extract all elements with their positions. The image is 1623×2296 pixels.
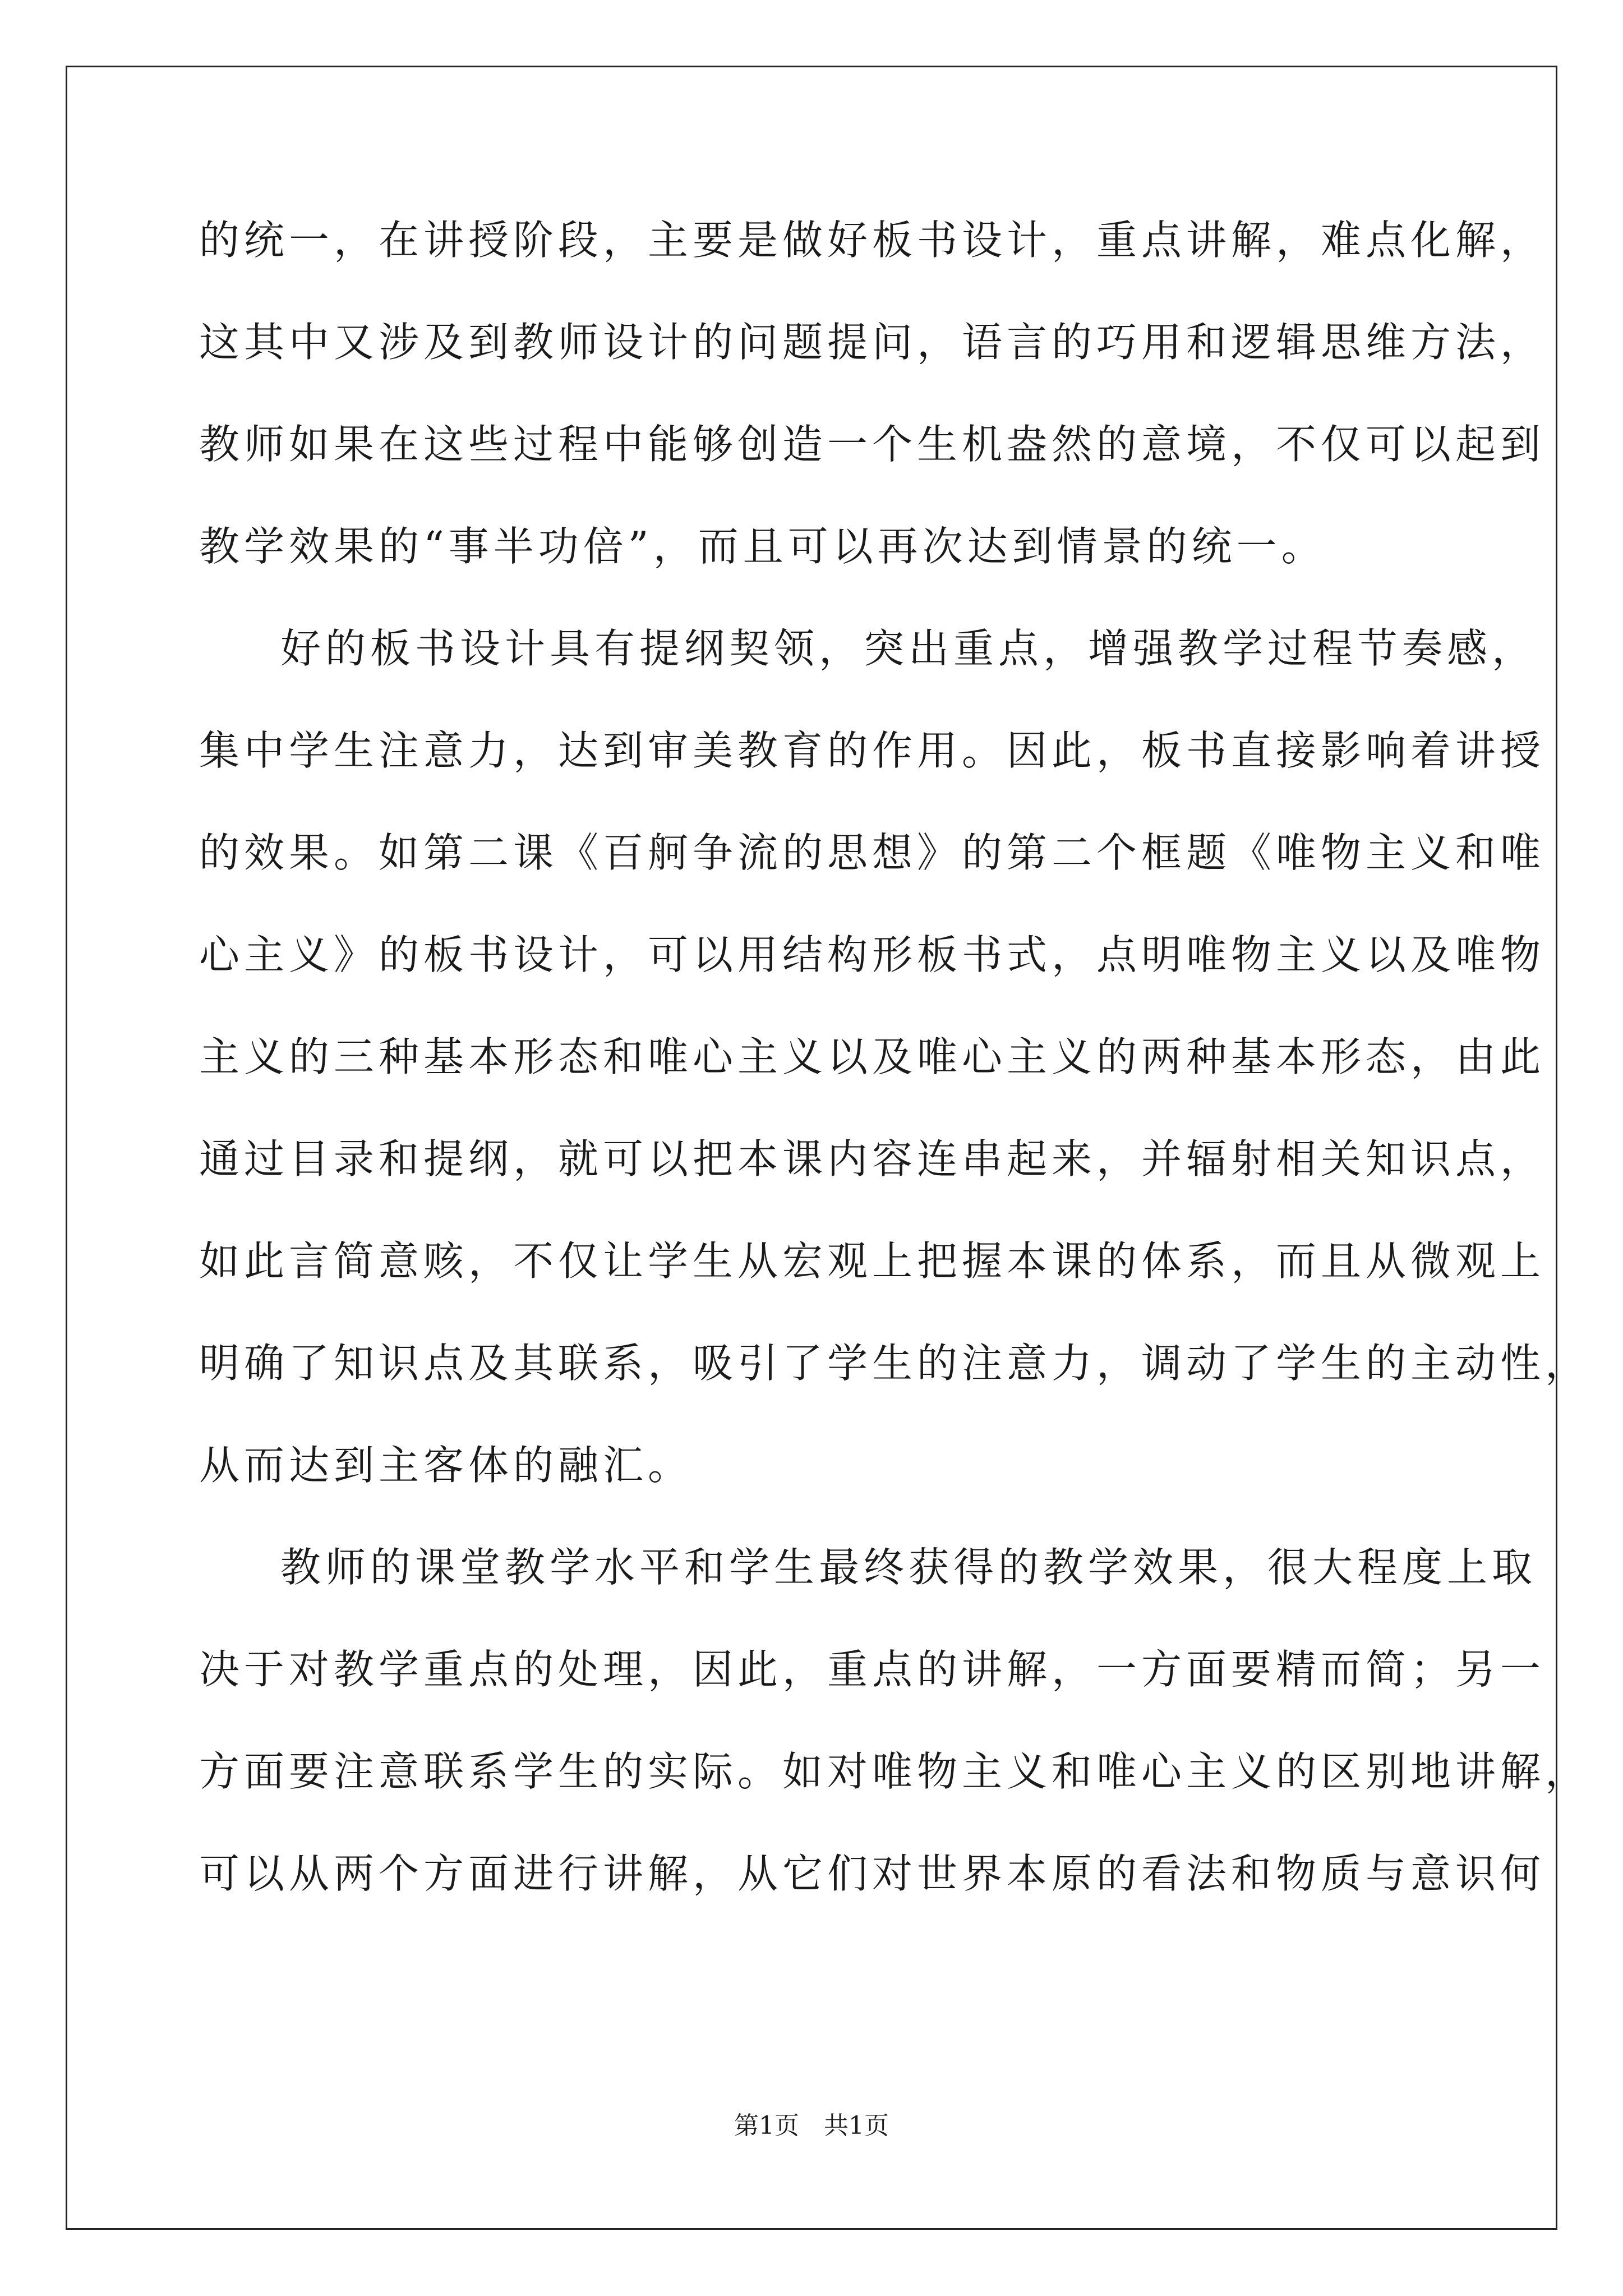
text-line: 方面要注意联系学生的实际。如对唯物主义和唯心主义的区别地讲解， xyxy=(199,1748,1590,1795)
text-line: 集中学生注意力，达到审美教育的作用。因此，板书直接影响着讲授 xyxy=(199,727,1546,774)
text-line: 教师如果在这些过程中能够创造一个生机盎然的意境，不仅可以起到 xyxy=(199,421,1546,468)
text-line: 心主义》的板书设计，可以用结构形板书式，点明唯物主义以及唯物 xyxy=(199,931,1546,978)
text-line: 可以从两个方面进行讲解，从它们对世界本原的看法和物质与意识何 xyxy=(199,1850,1546,1897)
text-line: 这其中又涉及到教师设计的问题提问，语言的巧用和逻辑思维方法， xyxy=(199,319,1546,366)
text-line: 从而达到主客体的融汇。 xyxy=(199,1442,693,1489)
text-line-indented: 教师的课堂教学水平和学生最终获得的教学效果，很大程度上取 xyxy=(280,1544,1537,1591)
text-line: 的效果。如第二课《百舸争流的思想》的第二个框题《唯物主义和唯 xyxy=(199,829,1546,876)
text-line: 通过目录和提纲，就可以把本课内容连串起来，并辐射相关知识点， xyxy=(199,1135,1546,1182)
document-body xyxy=(199,213,1590,2064)
text-line: 决于对教学重点的处理，因此，重点的讲解，一方面要精而简；另一 xyxy=(199,1646,1546,1693)
text-line: 明确了知识点及其联系，吸引了学生的注意力，调动了学生的主动性， xyxy=(199,1340,1590,1387)
text-line-indented: 好的板书设计具有提纲契领，突出重点，增强教学过程节奏感， xyxy=(280,625,1537,672)
text-line: 教学效果的“事半功倍”，而且可以再次达到情景的统一。 xyxy=(199,523,1326,570)
text-line: 主义的三种基本形态和唯心主义以及唯心主义的两种基本形态，由此 xyxy=(199,1033,1546,1080)
text-line: 的统一，在讲授阶段，主要是做好板书设计，重点讲解，难点化解， xyxy=(199,217,1546,264)
text-line: 如此言简意赅，不仅让学生从宏观上把握本课的体系，而且从微观上 xyxy=(199,1237,1546,1285)
page-footer: 第1页 共1页 xyxy=(734,2111,889,2140)
